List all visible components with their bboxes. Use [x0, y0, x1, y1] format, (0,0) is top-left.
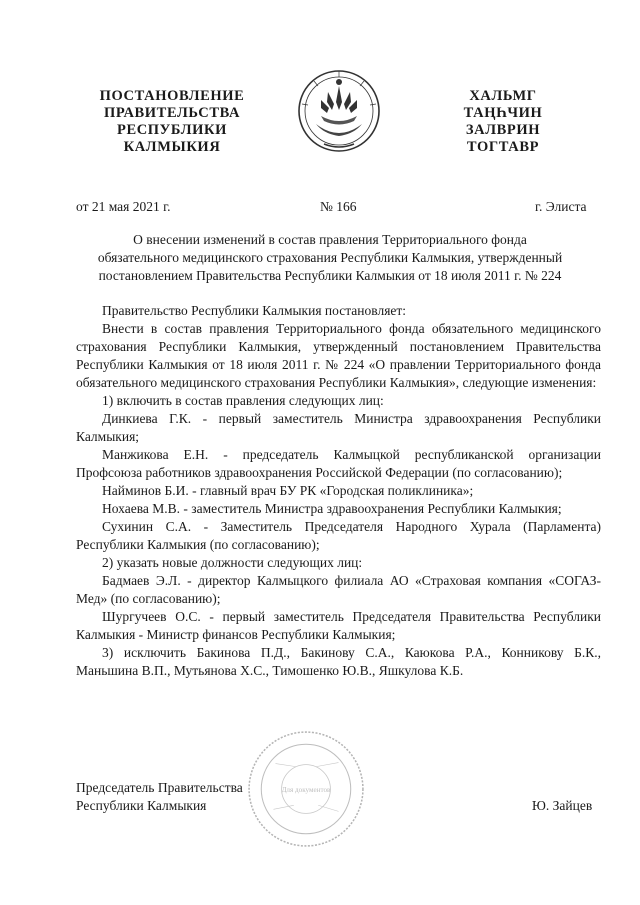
body-paragraph: Сухинин С.А. - Заместитель Председателя Народного Хурала (Парламента) Республики Калмыкия (по согласованию); [76, 519, 601, 552]
coat-of-arms-emblem [294, 64, 384, 154]
header-left-line: РЕСПУБЛИКИ [116, 122, 228, 138]
body-paragraph: Найминов Б.И. - главный врач БУ РК «Городская поликлиника»; [102, 483, 474, 498]
signature-name: Ю. Зайцев [532, 798, 593, 813]
signature-position-line: Республики Калмыкия [76, 798, 207, 813]
header-right-line: ХАЛЬМГ [469, 88, 537, 104]
document-city: г. Элиста [535, 199, 587, 214]
document-number: № 166 [320, 199, 357, 214]
header-left-title [92, 88, 252, 156]
body-paragraph: Манжикова Е.Н. - председатель Калмыцкой республиканской организации Профсоюза работников здравоохранения Российской Федерации (по согласованию); [76, 447, 601, 480]
signature-position-line: Председатель Правительства [76, 780, 243, 795]
official-seal-stamp [245, 728, 367, 850]
body-paragraph: Бадмаев Э.Л. - директор Калмыцкого филиала АО «Страховая компания «СОГАЗ-Мед» (по согласованию); [76, 573, 601, 606]
body-paragraph: 3) исключить Бакинова П.Д., Бакинову С.А., Каюкова Р.А., Конникову Б.К., Маньшина В.П., Мутьянова Х.С., Тимошенко Ю.В., Яшкулова К.Б. [76, 645, 601, 678]
header-left-line: ПРАВИТЕЛЬСТВА [103, 105, 241, 121]
header-right-line: ТАҢҺЧИН [463, 105, 543, 121]
document-body [76, 302, 601, 680]
title-line: постановлением Правительства Республики Калмыкия от 18 июля 2011 г. № 224 [98, 268, 562, 283]
header-right-line: ТОГТАВР [466, 139, 540, 155]
header-right-line: ЗАЛВРИН [465, 122, 541, 138]
header-left-line: КАЛМЫКИЯ [123, 139, 221, 155]
body-paragraph: Динкиева Г.К. - первый заместитель Министра здравоохранения Республики Калмыкия; [76, 411, 601, 444]
body-paragraph: Правительство Республики Калмыкия постановляет: [102, 303, 407, 318]
title-line: обязательного медицинского страхования Республики Калмыкия, утвержденный [97, 250, 563, 265]
signature-position [76, 779, 243, 815]
body-paragraph: Шургучеев О.С. - первый заместитель Председателя Правительства Республики Калмыкия - Министр финансов Республики Калмыкия; [76, 609, 601, 642]
header-right-title [448, 88, 558, 156]
stamp-text: Для документов [281, 786, 331, 795]
title-line: О внесении изменений в состав правления Территориального фонда [133, 232, 527, 247]
header-left-line: ПОСТАНОВЛЕНИЕ [99, 88, 245, 104]
body-paragraph: 2) указать новые должности следующих лиц: [102, 555, 363, 570]
document-date: от 21 мая 2021 г. [76, 199, 171, 214]
body-paragraph: Внести в состав правления Территориального фонда обязательного медицинского страхования Республики Калмыкия, утвержденный постановлением Правительства Республики Калмыкия от 18 июля 2011 г. № 224 «О правлении Территориального фонда обязательного медицинского страхования Республики Калмыкия», следующие изменения: [76, 321, 601, 390]
body-paragraph: Нохаева М.В. - заместитель Министра здравоохранения Республики Калмыкия; [102, 501, 562, 516]
body-paragraph: 1) включить в состав правления следующих лиц: [102, 393, 384, 408]
document-title [80, 231, 580, 285]
